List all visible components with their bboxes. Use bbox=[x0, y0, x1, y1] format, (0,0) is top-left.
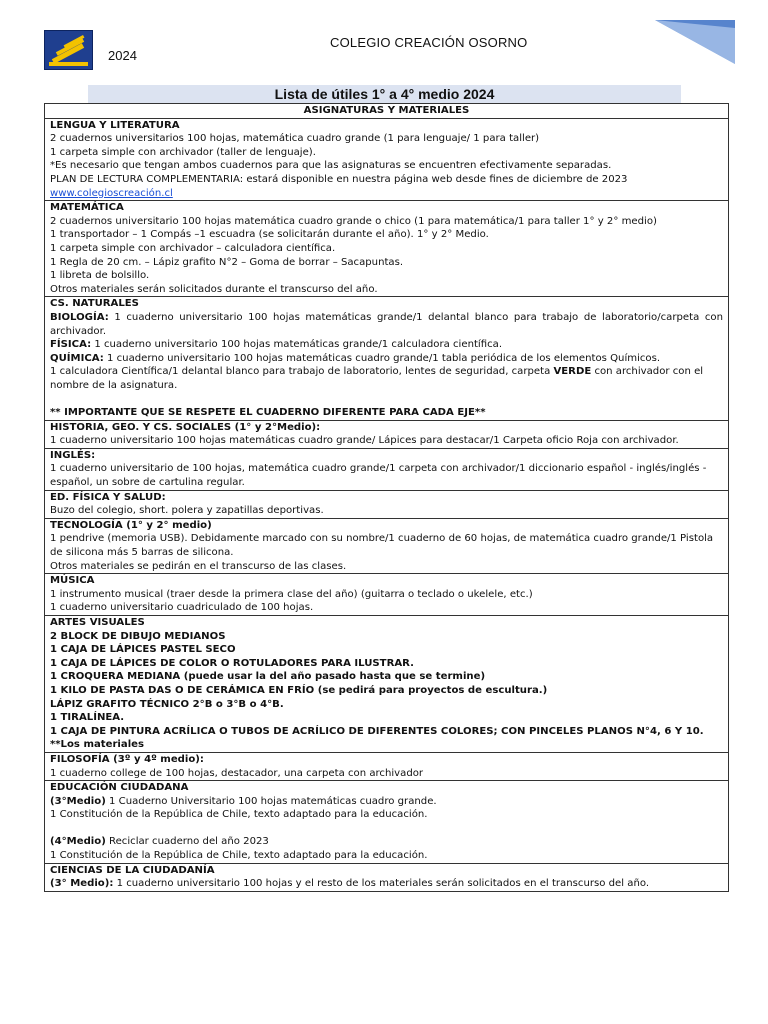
item-line: **Los materiales bbox=[50, 739, 145, 751]
item-label: (3° Medio): bbox=[50, 878, 114, 890]
item-label: FÍSICA: bbox=[50, 339, 92, 351]
item-line: PLAN DE LECTURA COMPLEMENTARIA: estará disponible en nuestra página web desde fines de diciembre de 2023 bbox=[50, 173, 628, 185]
subject-title: CS. NATURALES bbox=[50, 298, 139, 310]
header-year: 2024 bbox=[108, 48, 137, 63]
item-line: 2 cuadernos universitarios 100 hojas, matemática cuadro grande (1 para lenguaje/ 1 para taller) bbox=[50, 133, 540, 145]
supplies-table bbox=[44, 103, 729, 892]
subject-row-edfisica bbox=[45, 490, 729, 518]
subject-row-ingles bbox=[45, 448, 729, 490]
item-line: 1 carpeta simple con archivador (taller de lenguaje). bbox=[50, 146, 316, 158]
logo-base bbox=[49, 62, 88, 66]
school-name: COLEGIO CREACIÓN OSORNO bbox=[330, 35, 528, 50]
item-text: 1 cuaderno universitario 100 hojas matemáticas cuadro grande/1 tabla periódica de los elementos Químicos. bbox=[103, 352, 661, 364]
subject-row-ciudadana bbox=[45, 781, 729, 864]
item-line: 1 Constitución de la República de Chile, texto adaptado para la educación. bbox=[50, 850, 428, 862]
item-line: 1 carpeta simple con archivador – calculadora científica. bbox=[50, 242, 336, 254]
item-line: 1 cuaderno universitario 100 hojas matemáticas cuadro grande/ Lápices para destacar/1 Carpeta oficio Roja con archivador. bbox=[50, 435, 679, 447]
item-text: con archivador con el nombre de la asignatura. bbox=[50, 366, 704, 391]
item-label: QUÍMICA: bbox=[50, 352, 104, 364]
item-line: 1 KILO DE PASTA DAS O DE CERÁMICA EN FRÍO (se pedirá para proyectos de escultura.) bbox=[50, 684, 548, 696]
subject-title: CIENCIAS DE LA CIUDADANÍA bbox=[50, 864, 215, 876]
item-line: 2 BLOCK DE DIBUJO MEDIANOS bbox=[50, 630, 226, 642]
item-line bbox=[50, 352, 723, 366]
item-line bbox=[50, 365, 723, 392]
item-line bbox=[50, 338, 723, 352]
item-line: 1 CROQUERA MEDIANA (puede usar la del año pasado hasta que se termine) bbox=[50, 671, 486, 683]
item-line bbox=[50, 795, 723, 809]
subject-row-naturales bbox=[45, 297, 729, 420]
item-line bbox=[50, 877, 723, 891]
spacer bbox=[50, 822, 723, 836]
item-line: 1 libreta de bolsillo. bbox=[50, 270, 150, 282]
item-line: 2 cuadernos universitario 100 hojas matemática cuadro grande o chico (1 para matemática/1 para taller 1° y 2° medio) bbox=[50, 215, 657, 227]
subject-row-matematica bbox=[45, 201, 729, 297]
subject-title: LENGUA Y LITERATURA bbox=[50, 119, 180, 131]
item-emphasis: VERDE bbox=[553, 366, 592, 378]
item-line bbox=[50, 835, 723, 849]
subject-title: ED. FÍSICA Y SALUD: bbox=[50, 491, 166, 503]
subject-title: MATEMÁTICA bbox=[50, 202, 124, 214]
item-line: 1 CAJA DE LÁPICES PASTEL SECO bbox=[50, 644, 236, 656]
subject-title: TECNOLOGÍA (1° y 2° medio) bbox=[50, 519, 212, 531]
subject-title: INGLÉS: bbox=[50, 449, 96, 461]
item-line: 1 transportador – 1 Compás –1 escuadra (se solicitarán durante el año). 1° y 2° Medio. bbox=[50, 229, 489, 241]
item-line: 1 cuaderno universitario cuadriculado de 100 hojas. bbox=[50, 602, 314, 614]
item-line: 1 cuaderno universitario de 100 hojas, matemática cuadro grande/1 carpeta con archivador/1 diccionario español - inglés/inglés - español, un sobre de cartulina regular. bbox=[50, 463, 707, 489]
item-line bbox=[50, 311, 723, 338]
school-website-link[interactable]: www.colegioscreación.cl bbox=[50, 187, 173, 199]
subject-title: MÚSICA bbox=[50, 575, 95, 587]
item-line: 1 CAJA DE LÁPICES DE COLOR O ROTULADORES PARA ILUSTRAR. bbox=[50, 657, 414, 669]
item-text: 1 calculadora Científica/1 delantal blanco para trabajo de laboratorio, lentes de seguridad, carpeta bbox=[50, 366, 554, 378]
item-text: 1 cuaderno universitario 100 hojas matemáticas grande/1 calculadora científica. bbox=[91, 339, 503, 351]
table-header: ASIGNATURAS Y MATERIALES bbox=[45, 104, 729, 119]
subject-title: ARTES VISUALES bbox=[50, 616, 145, 628]
table-header-row bbox=[45, 104, 729, 119]
subject-row-tecnologia bbox=[45, 518, 729, 573]
item-label: (4°Medio) bbox=[50, 836, 106, 848]
subject-row-artes bbox=[45, 615, 729, 752]
document-title: Lista de útiles 1° a 4° medio 2024 bbox=[274, 86, 495, 102]
item-text: 1 cuaderno universitario 100 hojas y el resto de los materiales serán solicitados en el transcurso del año. bbox=[113, 878, 650, 890]
item-line: Otros materiales se pedirán en el transcurso de las clases. bbox=[50, 560, 347, 572]
item-text: Reciclar cuaderno del año 2023 bbox=[105, 836, 269, 848]
item-line: 1 instrumento musical (traer desde la primera clase del año) (guitarra o teclado o ukelele, etc.) bbox=[50, 588, 533, 600]
spacer bbox=[50, 392, 723, 406]
item-text: 1 cuaderno universitario 100 hojas matemáticas grande/1 delantal blanco para trabajo de laboratorio/carpeta con archivador. bbox=[50, 311, 723, 337]
item-line: LÁPIZ GRAFITO TÉCNICO 2°B o 3°B o 4°B. bbox=[50, 698, 284, 710]
item-label: (3°Medio) bbox=[50, 795, 106, 807]
corner-decoration bbox=[655, 20, 735, 64]
subject-title: FILOSOFÍA (3º y 4º medio): bbox=[50, 753, 204, 765]
item-text: 1 Cuaderno Universitario 100 hojas matemáticas cuadro grande. bbox=[105, 795, 437, 807]
item-line: 1 Regla de 20 cm. – Lápiz grafito N°2 – Goma de borrar – Sacapuntas. bbox=[50, 256, 404, 268]
item-line: 1 Constitución de la República de Chile, texto adaptado para la educación. bbox=[50, 809, 428, 821]
important-note: ** IMPORTANTE QUE SE RESPETE EL CUADERNO DIFERENTE PARA CADA EJE** bbox=[50, 407, 486, 419]
item-line: 1 cuaderno college de 100 hojas, destacador, una carpeta con archivador bbox=[50, 767, 424, 779]
subject-row-filosofia bbox=[45, 752, 729, 780]
subject-title: HISTORIA, GEO. Y CS. SOCIALES (1° y 2°Medio): bbox=[50, 421, 321, 433]
item-line: *Es necesario que tengan ambos cuadernos para que las asignaturas se encuentren efectivamente separadas. bbox=[50, 160, 612, 172]
subject-row-historia bbox=[45, 420, 729, 448]
subject-row-musica bbox=[45, 574, 729, 616]
subject-row-lengua bbox=[45, 118, 729, 201]
subject-row-ciencias-ciudadania bbox=[45, 863, 729, 891]
school-logo bbox=[44, 30, 93, 70]
item-label: BIOLOGÍA: bbox=[50, 311, 109, 323]
item-line: Buzo del colegio, short. polera y zapatillas deportivas. bbox=[50, 505, 324, 517]
item-line: 1 CAJA DE PINTURA ACRÍLICA O TUBOS DE ACRÍLICO DE DIFERENTES COLORES; CON PINCELES PLANOS N°4, 6 Y 10. bbox=[50, 725, 704, 737]
item-line: 1 TIRALÍNEA. bbox=[50, 712, 125, 724]
subject-title: EDUCACIÓN CIUDADANA bbox=[50, 782, 189, 794]
item-line: Otros materiales serán solicitados durante el transcurso del año. bbox=[50, 283, 378, 295]
item-line: 1 pendrive (memoria USB). Debidamente marcado con su nombre/1 cuaderno de 60 hojas, de matemática cuadro grande/1 Pistola de silicona más 5 barras de silicona. bbox=[50, 533, 714, 558]
